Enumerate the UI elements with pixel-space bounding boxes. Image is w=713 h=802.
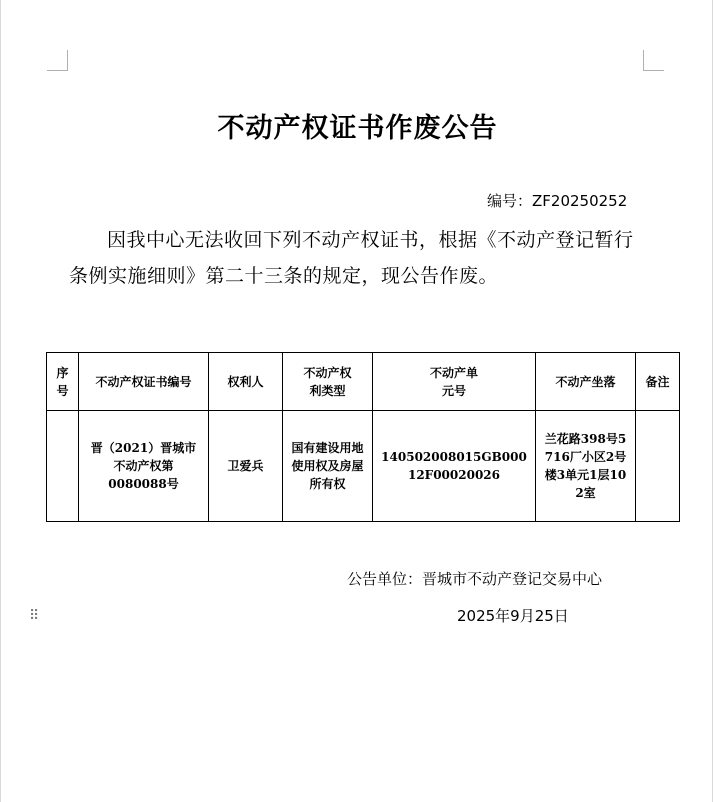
document-title: 不动产权证书作废公告 xyxy=(217,113,498,144)
table-row xyxy=(47,411,680,522)
cell-index xyxy=(47,411,79,522)
notice-date: 2025年9月25日 xyxy=(457,607,569,625)
margin-corner-top-left xyxy=(47,50,68,71)
header-unit-no: 不动产单元号 xyxy=(373,353,536,411)
header-index: 序号 xyxy=(47,353,79,411)
header-remarks: 备注 xyxy=(636,353,680,411)
header-cert-no: 不动产权证书编号 xyxy=(79,353,209,411)
certificate-table xyxy=(46,352,680,522)
cell-cert-no: 晋（2021）晋城市不动产权第0080088号 xyxy=(79,411,209,522)
cell-remarks xyxy=(636,411,680,522)
notice-unit: 公告单位：晋城市不动产登记交易中心 xyxy=(347,570,603,588)
header-location: 不动产坐落 xyxy=(536,353,636,411)
notice-body: 因我中心无法收回下列不动产权证书，根据《不动产登记暂行条例实施细则》第二十三条的规定，现公告作废。 xyxy=(69,229,634,287)
serial-label: 编号： xyxy=(487,192,533,210)
drag-handle-icon[interactable] xyxy=(29,608,39,624)
table-header-row xyxy=(47,353,680,411)
cell-owner: 卫爱兵 xyxy=(209,411,283,522)
cell-unit-no: 140502008015GB00012F00020026 xyxy=(373,411,536,522)
drag-handle-glyph: ⠿ xyxy=(29,608,40,624)
header-right-type: 不动产权利类型 xyxy=(283,353,373,411)
serial-number xyxy=(487,190,627,211)
cell-location: 兰花路398号5716厂小区2号楼3单元1层102室 xyxy=(536,411,636,522)
header-owner: 权利人 xyxy=(209,353,283,411)
serial-value: ZF20250252 xyxy=(532,192,628,210)
cell-right-type: 国有建设用地使用权及房屋所有权 xyxy=(283,411,373,522)
margin-corner-top-right xyxy=(643,50,664,71)
